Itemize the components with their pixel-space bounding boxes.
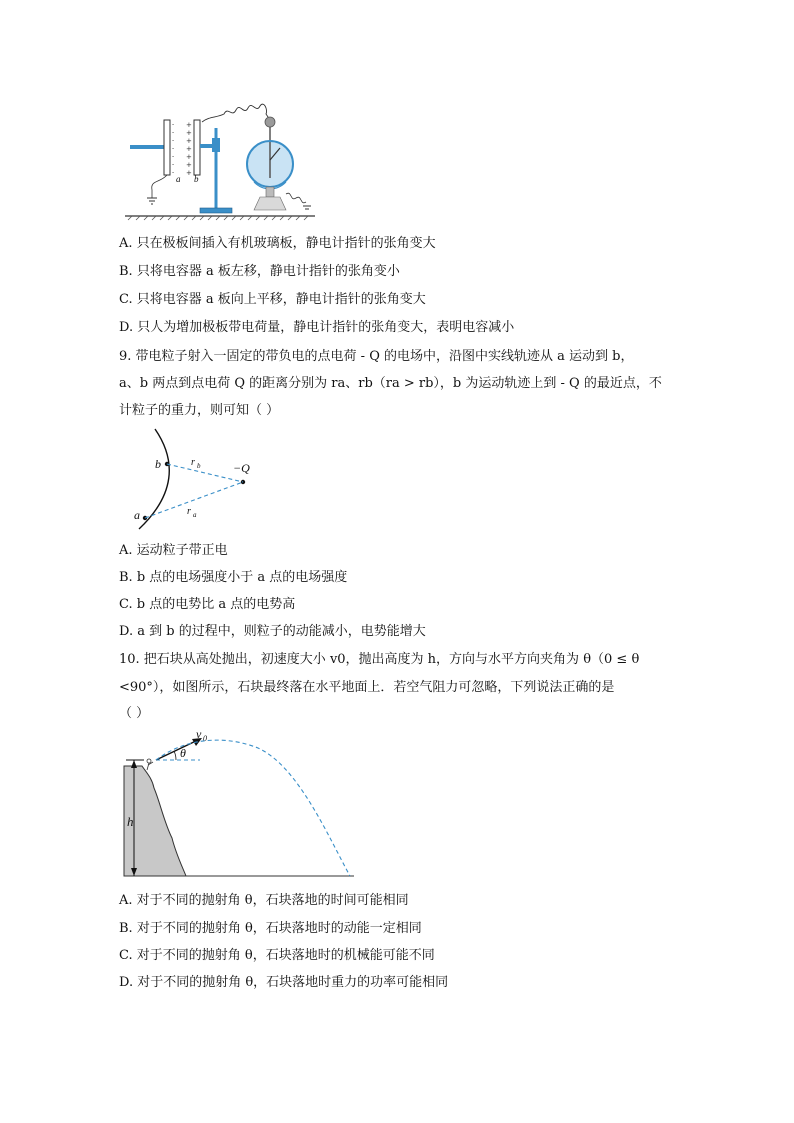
q10-stem-line-3: （ ） xyxy=(119,706,150,721)
svg-text:+: + xyxy=(186,121,192,129)
q9-stem-line-1: 9. 带电粒子射入一固定的带负电的点电荷 - Q 的电场中，沿图中实线轨迹从 a 运动到 b， xyxy=(119,349,634,364)
svg-text:+: + xyxy=(186,169,192,177)
q10-option-a: A. 对于不同的抛射角 θ，石块落地的时间可能相同 xyxy=(119,893,409,908)
q8-option-d: D. 只人为增加极板带电荷量，静电计指针的张角变大，表明电容减小 xyxy=(119,320,515,335)
svg-text:-: - xyxy=(172,161,175,168)
svg-text:-: - xyxy=(172,137,175,144)
svg-text:+: + xyxy=(186,161,192,169)
q10-option-c: C. 对于不同的抛射角 θ，石块落地时的机械能可能不同 xyxy=(119,948,435,963)
q9-option-c: C. b 点的电势比 a 点的电势高 xyxy=(119,597,296,612)
ra-label: r xyxy=(187,506,191,517)
q9-option-a: A. 运动粒子带正电 xyxy=(119,543,228,558)
svg-text:-: - xyxy=(172,121,175,128)
rb-subscript: b xyxy=(197,462,201,470)
svg-text:+: + xyxy=(186,129,192,137)
svg-text:-: - xyxy=(172,129,175,136)
svg-text:-: - xyxy=(172,153,175,160)
plate-b-label: b xyxy=(194,174,199,184)
q8-option-c: C. 只将电容器 a 板向上平移，静电计指针的张角变大 xyxy=(119,292,426,307)
ra-subscript: a xyxy=(193,511,197,519)
q10-option-d: D. 对于不同的抛射角 θ，石块落地时重力的功率可能相同 xyxy=(119,975,449,990)
height-label: h xyxy=(127,814,134,829)
point-b-label: b xyxy=(155,457,161,471)
q9-stem-line-3: 计粒子的重力，则可知（ ） xyxy=(119,403,280,418)
rb-label: r xyxy=(191,457,195,468)
svg-text:+: + xyxy=(186,145,192,153)
velocity-label: v xyxy=(196,727,202,741)
projectile-figure xyxy=(118,726,358,886)
svg-text:+: + xyxy=(186,153,192,161)
q9-stem-line-2: a、b 两点到点电荷 Q 的距离分别为 ra、rb（ra > rb），b 为运动轨迹上到 - Q 的最近点，不 xyxy=(119,376,662,391)
q10-stem-line-2: <90°），如图所示，石块最终落在水平地面上．若空气阻力可忽略，下列说法正确的是 xyxy=(119,680,615,695)
trajectory-figure xyxy=(125,425,265,535)
plate-a-label: a xyxy=(176,174,181,184)
q10-option-b: B. 对于不同的抛射角 θ，石块落地时的动能一定相同 xyxy=(119,921,422,936)
q8-option-b: B. 只将电容器 a 板左移，静电计指针的张角变小 xyxy=(119,264,400,279)
theta-label: θ xyxy=(180,746,186,760)
svg-text:-: - xyxy=(172,169,175,176)
point-a-label: a xyxy=(134,508,140,522)
velocity-subscript: 0 xyxy=(203,734,207,743)
q9-option-b: B. b 点的电场强度小于 a 点的电场强度 xyxy=(119,570,348,585)
svg-text:-: - xyxy=(172,145,175,152)
svg-text:+: + xyxy=(186,137,192,145)
q9-option-d: D. a 到 b 的过程中，则粒子的动能减小，电势能增大 xyxy=(119,624,426,639)
charge-label: −Q xyxy=(233,461,250,475)
q8-option-a: A. 只在极板间插入有机玻璃板，静电计指针的张角变大 xyxy=(119,236,436,251)
q10-stem-line-1: 10. 把石块从高处抛出，初速度大小 v0，抛出高度为 h，方向与水平方向夹角为 θ（0 ≤ θ xyxy=(119,652,640,667)
capacitor-electrometer-figure xyxy=(120,98,320,223)
